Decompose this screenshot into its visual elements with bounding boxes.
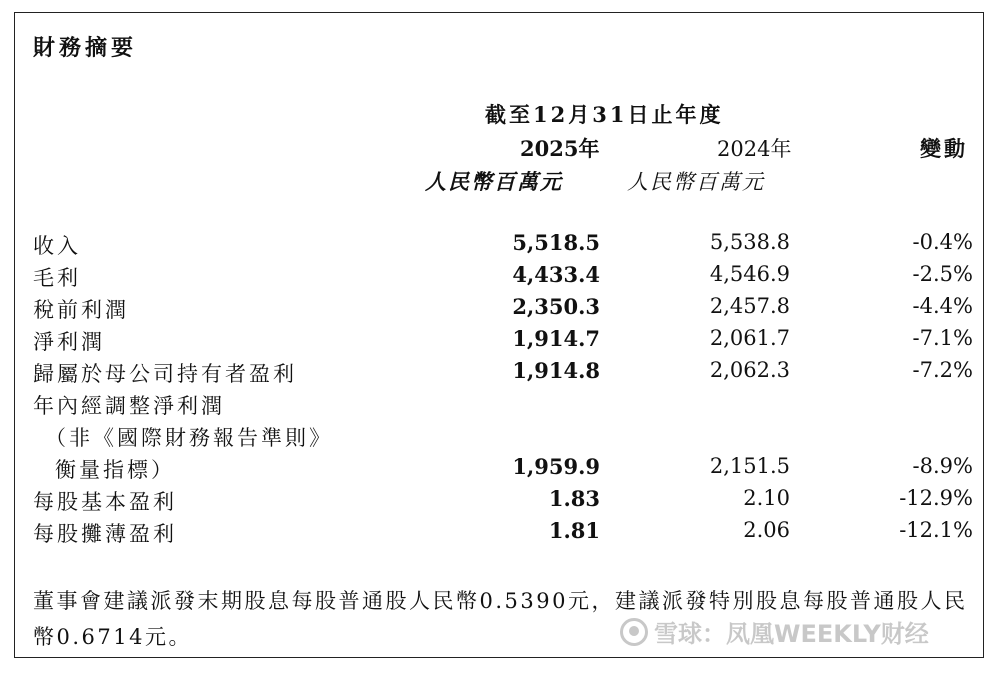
value-2024: 2,061.7 xyxy=(709,326,790,350)
dividend-note: 董事會建議派發末期股息每股普通股人民幣0.5390元，建議派發特別股息每股普通股人民幣0.6714元。 xyxy=(33,589,968,649)
row-label: 稅前利潤 xyxy=(33,298,129,322)
value-2025: 2,350.3 xyxy=(512,294,600,319)
value-change: -8.9% xyxy=(912,454,973,478)
value-2025: 4,433.4 xyxy=(512,262,600,287)
value-change: -2.5% xyxy=(912,262,973,286)
table-row xyxy=(15,518,985,548)
value-2024: 2,062.3 xyxy=(709,358,790,382)
row-label: 衡量指標） xyxy=(55,458,175,482)
value-2025: 1,914.8 xyxy=(512,358,600,383)
value-2024: 2.10 xyxy=(743,486,790,510)
row-label: 歸屬於母公司持有者盈利 xyxy=(33,362,297,386)
value-change: -0.4% xyxy=(912,230,973,254)
table-row xyxy=(15,422,985,452)
row-label: 收入 xyxy=(33,234,81,258)
value-2024: 4,546.9 xyxy=(709,262,790,286)
row-label: 每股攤薄盈利 xyxy=(33,522,177,546)
unit-label-2025: 人民幣百萬元 xyxy=(425,169,563,194)
table-row xyxy=(15,486,985,516)
value-change: -12.1% xyxy=(899,518,973,542)
value-2025: 1.83 xyxy=(548,486,600,511)
value-2025: 1,959.9 xyxy=(512,454,600,479)
value-change: -7.1% xyxy=(912,326,973,350)
value-2024: 5,538.8 xyxy=(709,230,790,254)
col-header-2024: 2024年 xyxy=(717,137,792,161)
watermark xyxy=(620,614,929,649)
table-row xyxy=(15,454,985,484)
col-header-2025: 2025年 xyxy=(520,136,600,161)
value-change: -4.4% xyxy=(912,294,973,318)
table-row xyxy=(15,262,985,292)
row-label: 每股基本盈利 xyxy=(33,490,177,514)
value-change: -7.2% xyxy=(912,358,973,382)
table-row xyxy=(15,390,985,420)
xueqiu-logo-icon xyxy=(620,618,648,646)
table-row xyxy=(15,326,985,356)
table-row xyxy=(15,294,985,324)
watermark-text: 雪球：凤凰WEEKLY财经 xyxy=(654,620,929,648)
table-row xyxy=(15,230,985,260)
value-2024: 2,151.5 xyxy=(709,454,790,478)
row-label: 毛利 xyxy=(33,266,81,290)
row-label: 年內經調整淨利潤 xyxy=(33,394,225,418)
summary-panel xyxy=(14,12,984,658)
page-title: 財務摘要 xyxy=(33,35,138,61)
row-label: （非《國際財務報告準則》 xyxy=(45,426,333,450)
value-2024: 2.06 xyxy=(743,518,790,542)
table-row xyxy=(15,358,985,388)
value-2025: 5,518.5 xyxy=(512,230,600,255)
period-heading: 截至12月31日止年度 xyxy=(485,102,724,127)
value-2025: 1,914.7 xyxy=(512,326,600,351)
row-label: 淨利潤 xyxy=(33,330,105,354)
value-2025: 1.81 xyxy=(548,518,600,543)
value-change: -12.9% xyxy=(899,486,973,510)
unit-label-2024: 人民幣百萬元 xyxy=(627,170,765,194)
value-2024: 2,457.8 xyxy=(709,294,790,318)
col-header-change: 變動 xyxy=(920,136,968,161)
